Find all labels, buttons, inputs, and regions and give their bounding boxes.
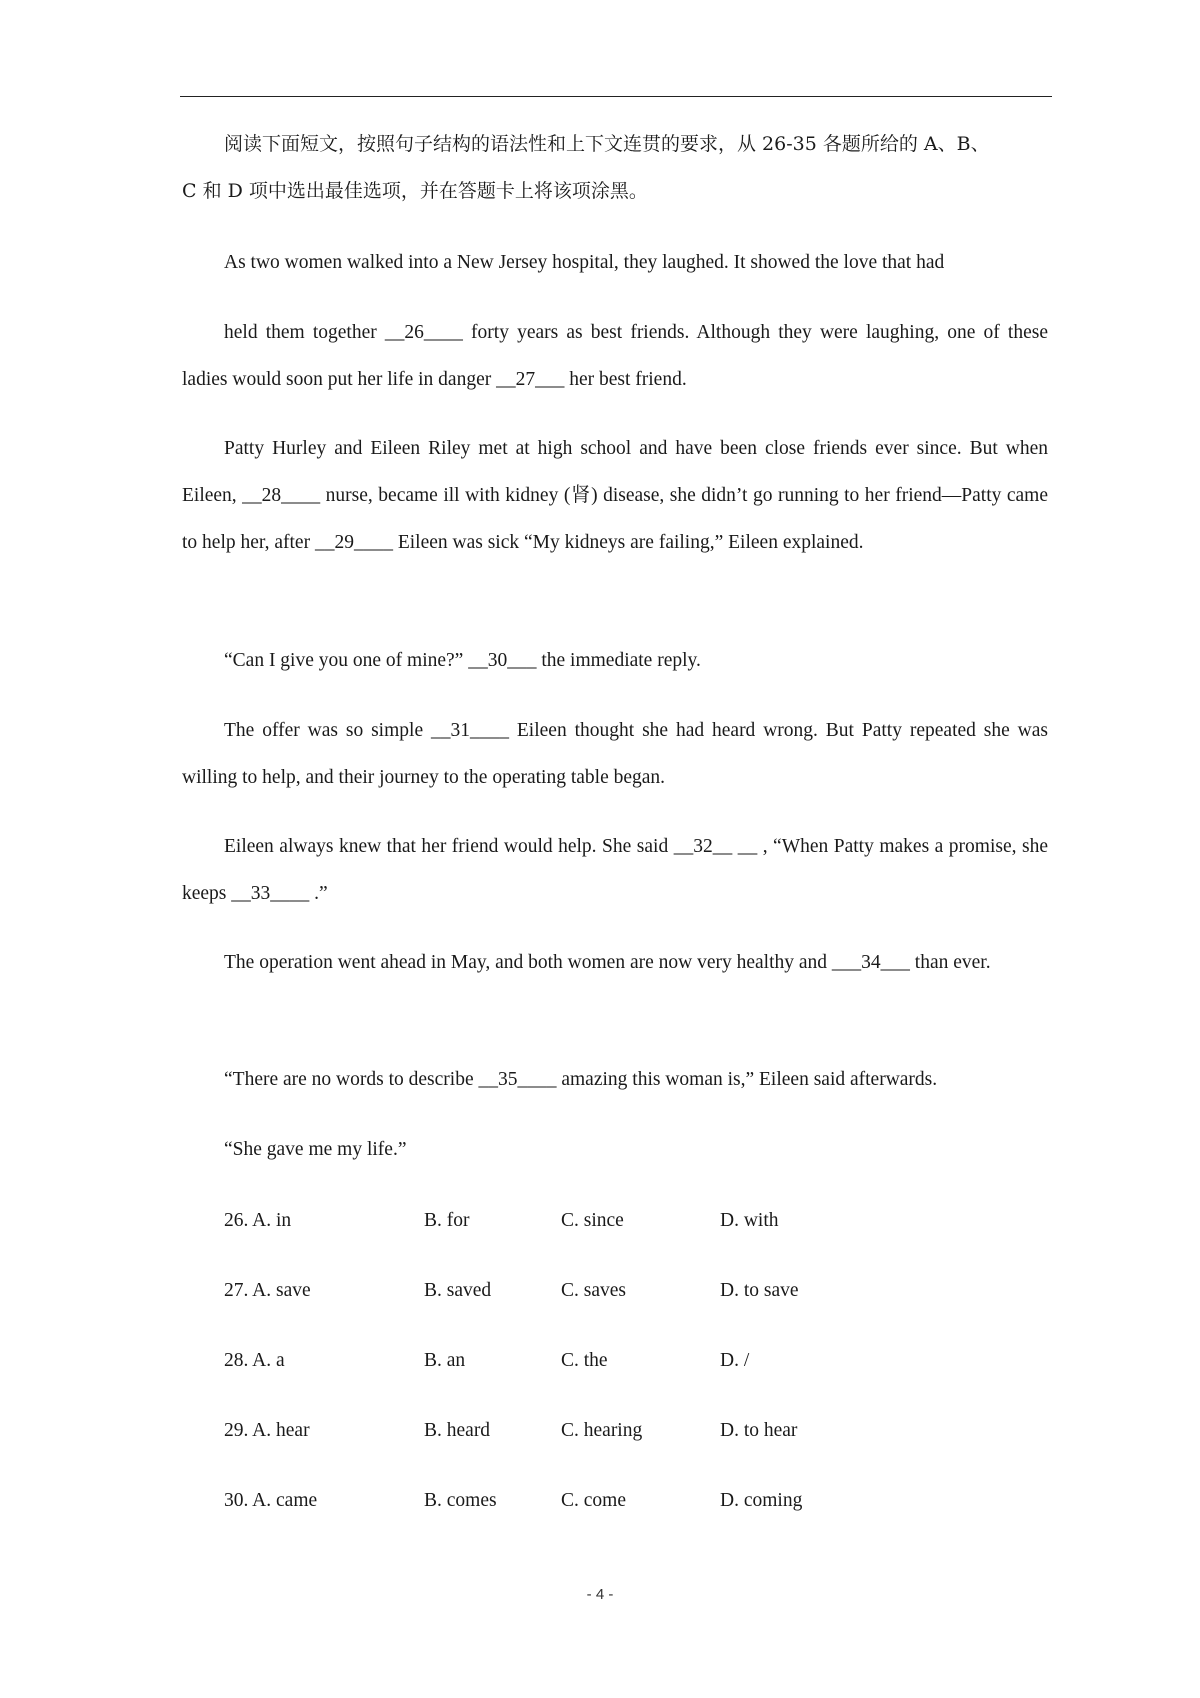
option-a: 29. A. hear	[224, 1420, 310, 1441]
instructions-text	[182, 121, 1048, 215]
instructions-line-2: C 和 D 项中选出最佳选项，并在答题卡上将该项涂黑。	[182, 180, 648, 202]
option-c: C. since	[561, 1210, 624, 1231]
instructions-line-1: 阅读下面短文，按照句子结构的语法性和上下文连贯的要求，从 26-35 各题所给的 A、B、	[224, 133, 990, 155]
option-c: C. hearing	[561, 1420, 643, 1441]
option-b: B. saved	[424, 1280, 492, 1301]
passage-paragraph-2: held them together __26____ forty years as best friends. Although they were laughing, one of these ladies would soon put her life in danger __27___ her best friend.	[182, 322, 1048, 390]
option-d: D. with	[720, 1210, 779, 1231]
passage-paragraph-1: As two women walked into a New Jersey hospital, they laughed. It showed the love that had	[224, 252, 945, 273]
option-d: D. to save	[720, 1280, 799, 1301]
option-a: 28. A. a	[224, 1350, 285, 1371]
passage-paragraph-3: Patty Hurley and Eileen Riley met at high school and have been close friends ever since. But when Eileen, __28____ nurse, became ill with kidney (肾) disease, she didn’t go running to her friend—Patty came to help her, after __29____ Eileen was sick “My kidneys are failing,” Eileen explained.	[182, 438, 1048, 553]
passage-paragraph-7: The operation went ahead in May, and both women are now very healthy and ___34___ than ever.	[224, 952, 991, 973]
passage-paragraph-4: “Can I give you one of mine?” __30___ the immediate reply.	[224, 650, 701, 671]
passage-paragraph-5: The offer was so simple __31____ Eileen thought she had heard wrong. But Patty repeated she was willing to help, and their journey to the operating table began.	[182, 720, 1048, 788]
option-a: 26. A. in	[224, 1210, 292, 1231]
option-d: D. to hear	[720, 1420, 798, 1441]
option-b: B. for	[424, 1210, 470, 1231]
option-c: C. saves	[561, 1280, 626, 1301]
option-d: D. coming	[720, 1490, 803, 1511]
option-c: C. the	[561, 1350, 608, 1371]
header-rule	[180, 96, 1052, 97]
option-b: B. heard	[424, 1420, 491, 1441]
option-c: C. come	[561, 1490, 626, 1511]
passage-paragraph-8: “There are no words to describe __35____ amazing this woman is,” Eileen said afterwards.	[224, 1069, 938, 1090]
page-number: - 4 -	[586, 1586, 614, 1603]
option-b: B. comes	[424, 1490, 497, 1511]
passage-paragraph-9: “She gave me my life.”	[224, 1139, 407, 1160]
passage-paragraph-6: Eileen always knew that her friend would help. She said __32__ __ , “When Patty makes a promise, she keeps __33____ .”	[182, 836, 1048, 904]
option-a: 30. A. came	[224, 1490, 318, 1511]
option-a: 27. A. save	[224, 1280, 311, 1301]
option-d: D. /	[720, 1350, 750, 1371]
option-b: B. an	[424, 1350, 466, 1371]
